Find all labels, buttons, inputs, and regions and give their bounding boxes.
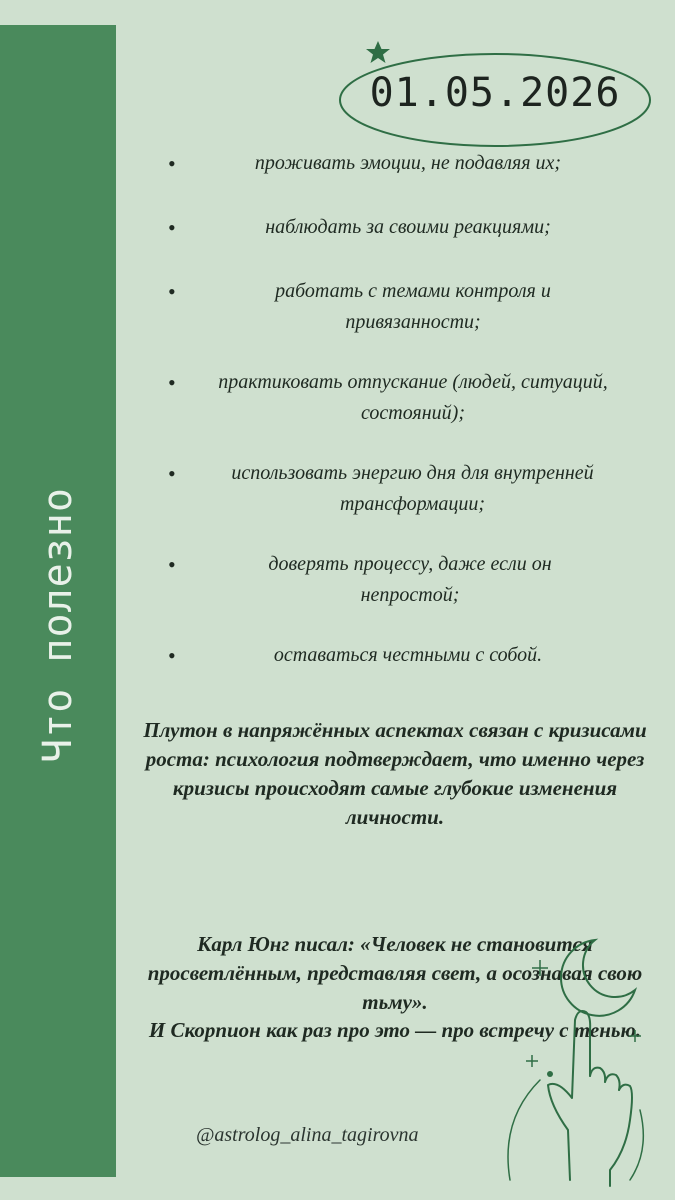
sidebar-panel xyxy=(0,25,116,1177)
scorpio-note: И Скорпион как раз про это — про встречу с тенью. xyxy=(148,1018,642,1042)
list-item: • проживать эмоции, не подавляя их; xyxy=(168,151,562,176)
hand-illustration xyxy=(508,1011,643,1186)
list-item: • оставаться честными с собой. xyxy=(168,643,543,668)
list-item: • наблюдать за своими реакциями; xyxy=(168,215,551,240)
list-item: • работать с темами контроля и привязанности; xyxy=(168,279,551,333)
pluto-paragraph: Плутон в напряжённых аспектах связан с кризисами роста: психология подтверждает, что именно через кризисы происходят самые глубокие изменения личности. xyxy=(143,718,647,829)
dot-icon xyxy=(547,1071,553,1077)
date-badge xyxy=(330,38,660,154)
star-icon xyxy=(366,41,390,63)
moon-icon xyxy=(561,940,635,1016)
author-handle[interactable]: @astrolog_alina_tagirovna xyxy=(196,1124,419,1146)
jung-quote: Карл Юнг писал: «Человек не становится просветлённым, представляя свет, а осознавая свою тьму». xyxy=(147,932,643,1014)
date-text: 01.05.2026 xyxy=(369,70,621,116)
list-item: • практиковать отпускание (людей, ситуаций, состояний); xyxy=(168,370,608,424)
sidebar-title: Что полезно xyxy=(35,487,81,763)
decorative-illustration xyxy=(480,880,660,1190)
tips-list xyxy=(160,148,620,671)
list-item: • доверять процессу, даже если он непростой; xyxy=(168,552,552,606)
list-item: • использовать энергию дня для внутренней трансформации; xyxy=(168,461,594,515)
